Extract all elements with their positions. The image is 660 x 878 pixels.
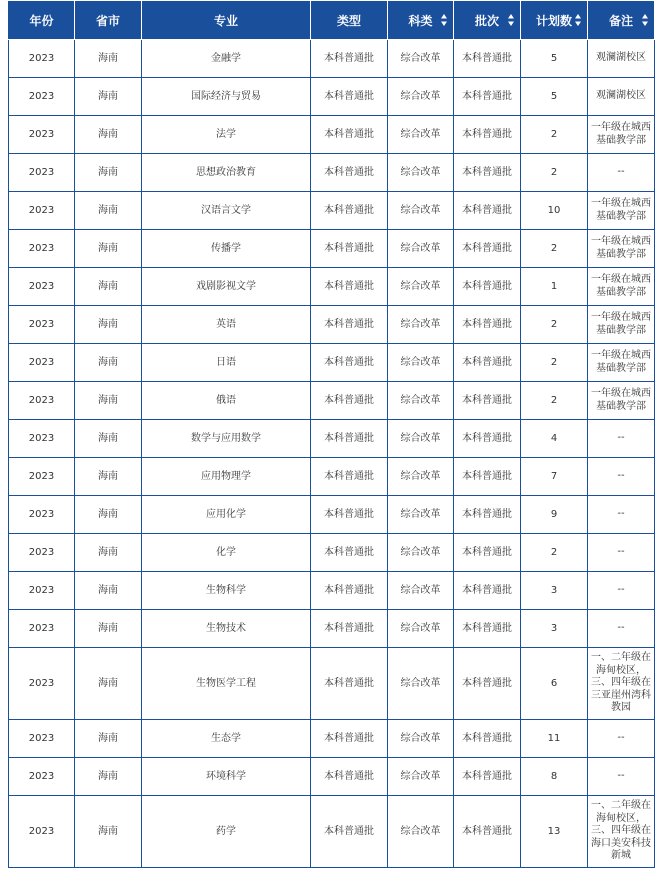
column-header-label: 类型 — [336, 13, 361, 28]
remarks-cell: 观澜湖校区 — [588, 40, 655, 78]
subject-cell: 综合改革 — [388, 78, 454, 116]
plan-count-cell: 5 — [521, 78, 588, 116]
batch-cell: 本科普通批 — [454, 78, 521, 116]
year-cell: 2023 — [9, 420, 75, 458]
remarks-cell: 观澜湖校区 — [588, 78, 655, 116]
table-row — [9, 382, 655, 420]
type-cell: 本科普通批 — [311, 648, 388, 720]
major-cell: 俄语 — [142, 382, 311, 420]
major-cell: 思想政治教育 — [142, 154, 311, 192]
major-cell: 生物技术 — [142, 610, 311, 648]
province-cell: 海南 — [75, 306, 142, 344]
type-cell: 本科普通批 — [311, 796, 388, 868]
major-cell: 数学与应用数学 — [142, 420, 311, 458]
subject-cell: 综合改革 — [388, 344, 454, 382]
type-cell: 本科普通批 — [311, 154, 388, 192]
plan-count-cell: 10 — [521, 192, 588, 230]
type-cell: 本科普通批 — [311, 496, 388, 534]
major-cell: 生物科学 — [142, 572, 311, 610]
column-header-label: 科类 — [408, 13, 433, 28]
remarks-cell: -- — [588, 496, 655, 534]
batch-cell: 本科普通批 — [454, 758, 521, 796]
plan-count-cell: 3 — [521, 610, 588, 648]
sort-icon[interactable] — [575, 14, 581, 26]
type-cell: 本科普通批 — [311, 572, 388, 610]
batch-cell: 本科普通批 — [454, 344, 521, 382]
sort-icon[interactable] — [441, 14, 447, 26]
province-cell: 海南 — [75, 344, 142, 382]
province-cell: 海南 — [75, 420, 142, 458]
province-cell: 海南 — [75, 192, 142, 230]
table-row — [9, 534, 655, 572]
plan-count-cell: 3 — [521, 572, 588, 610]
subject-cell: 综合改革 — [388, 610, 454, 648]
major-cell: 生态学 — [142, 720, 311, 758]
province-cell: 海南 — [75, 610, 142, 648]
remarks-cell: 一、二年级在海甸校区，三、四年级在海口美安科技新城 — [588, 796, 655, 868]
province-cell: 海南 — [75, 116, 142, 154]
type-cell: 本科普通批 — [311, 230, 388, 268]
province-cell: 海南 — [75, 154, 142, 192]
major-cell: 日语 — [142, 344, 311, 382]
year-cell: 2023 — [9, 78, 75, 116]
remarks-cell: 一年级在城西基础教学部 — [588, 306, 655, 344]
plan-count-cell: 7 — [521, 458, 588, 496]
table-row — [9, 192, 655, 230]
remarks-cell: -- — [588, 758, 655, 796]
table-row — [9, 572, 655, 610]
column-header-province — [75, 1, 142, 40]
major-cell: 传播学 — [142, 230, 311, 268]
subject-cell: 综合改革 — [388, 572, 454, 610]
major-cell: 法学 — [142, 116, 311, 154]
plan-count-cell: 11 — [521, 720, 588, 758]
year-cell: 2023 — [9, 796, 75, 868]
table-row — [9, 230, 655, 268]
major-cell: 应用化学 — [142, 496, 311, 534]
plan-count-cell: 2 — [521, 344, 588, 382]
year-cell: 2023 — [9, 610, 75, 648]
table-row — [9, 344, 655, 382]
major-cell: 应用物理学 — [142, 458, 311, 496]
batch-cell: 本科普通批 — [454, 610, 521, 648]
column-header-subject[interactable] — [388, 1, 454, 40]
year-cell: 2023 — [9, 192, 75, 230]
province-cell: 海南 — [75, 758, 142, 796]
year-cell: 2023 — [9, 344, 75, 382]
batch-cell: 本科普通批 — [454, 306, 521, 344]
batch-cell: 本科普通批 — [454, 496, 521, 534]
plan-count-cell: 5 — [521, 40, 588, 78]
batch-cell: 本科普通批 — [454, 720, 521, 758]
subject-cell: 综合改革 — [388, 230, 454, 268]
year-cell: 2023 — [9, 720, 75, 758]
type-cell: 本科普通批 — [311, 420, 388, 458]
table-row — [9, 496, 655, 534]
type-cell: 本科普通批 — [311, 78, 388, 116]
subject-cell: 综合改革 — [388, 306, 454, 344]
province-cell: 海南 — [75, 572, 142, 610]
type-cell: 本科普通批 — [311, 458, 388, 496]
type-cell: 本科普通批 — [311, 192, 388, 230]
batch-cell: 本科普通批 — [454, 230, 521, 268]
table-row — [9, 78, 655, 116]
major-cell: 生物医学工程 — [142, 648, 311, 720]
column-header-batch[interactable] — [454, 1, 521, 40]
remarks-cell: 一年级在城西基础教学部 — [588, 116, 655, 154]
year-cell: 2023 — [9, 496, 75, 534]
column-header-plan-count[interactable] — [521, 1, 588, 40]
year-cell: 2023 — [9, 306, 75, 344]
major-cell: 环境科学 — [142, 758, 311, 796]
batch-cell: 本科普通批 — [454, 796, 521, 868]
table-row — [9, 154, 655, 192]
remarks-cell: 一年级在城西基础教学部 — [588, 382, 655, 420]
admission-plan-table — [8, 0, 655, 868]
remarks-cell: 一年级在城西基础教学部 — [588, 230, 655, 268]
type-cell: 本科普通批 — [311, 306, 388, 344]
type-cell: 本科普通批 — [311, 382, 388, 420]
column-header-major — [142, 1, 311, 40]
year-cell: 2023 — [9, 116, 75, 154]
table-body — [9, 40, 655, 868]
plan-count-cell: 2 — [521, 154, 588, 192]
province-cell: 海南 — [75, 78, 142, 116]
sort-icon[interactable] — [642, 14, 648, 26]
remarks-cell: -- — [588, 154, 655, 192]
type-cell: 本科普通批 — [311, 40, 388, 78]
subject-cell: 综合改革 — [388, 116, 454, 154]
plan-count-cell: 8 — [521, 758, 588, 796]
year-cell: 2023 — [9, 572, 75, 610]
batch-cell: 本科普通批 — [454, 154, 521, 192]
province-cell: 海南 — [75, 268, 142, 306]
subject-cell: 综合改革 — [388, 382, 454, 420]
remarks-cell: -- — [588, 720, 655, 758]
subject-cell: 综合改革 — [388, 40, 454, 78]
major-cell: 药学 — [142, 796, 311, 868]
plan-count-cell: 2 — [521, 230, 588, 268]
year-cell: 2023 — [9, 648, 75, 720]
batch-cell: 本科普通批 — [454, 40, 521, 78]
table-row — [9, 268, 655, 306]
major-cell: 英语 — [142, 306, 311, 344]
year-cell: 2023 — [9, 268, 75, 306]
column-header-label: 批次 — [474, 13, 499, 28]
column-header-remarks[interactable] — [588, 1, 655, 40]
province-cell: 海南 — [75, 382, 142, 420]
province-cell: 海南 — [75, 648, 142, 720]
batch-cell: 本科普通批 — [454, 534, 521, 572]
column-header-label: 省市 — [95, 13, 120, 28]
plan-count-cell: 4 — [521, 420, 588, 458]
table-row — [9, 610, 655, 648]
batch-cell: 本科普通批 — [454, 572, 521, 610]
table-row — [9, 758, 655, 796]
subject-cell: 综合改革 — [388, 268, 454, 306]
subject-cell: 综合改革 — [388, 758, 454, 796]
remarks-cell: 一、二年级在海甸校区，三、四年级在三亚崖州湾科教园 — [588, 648, 655, 720]
subject-cell: 综合改革 — [388, 420, 454, 458]
remarks-cell: 一年级在城西基础教学部 — [588, 192, 655, 230]
remarks-cell: -- — [588, 534, 655, 572]
province-cell: 海南 — [75, 230, 142, 268]
column-header-type — [311, 1, 388, 40]
remarks-cell: -- — [588, 420, 655, 458]
table-row — [9, 648, 655, 720]
batch-cell: 本科普通批 — [454, 458, 521, 496]
subject-cell: 综合改革 — [388, 192, 454, 230]
remarks-cell: -- — [588, 610, 655, 648]
subject-cell: 综合改革 — [388, 648, 454, 720]
plan-count-cell: 2 — [521, 116, 588, 154]
year-cell: 2023 — [9, 758, 75, 796]
type-cell: 本科普通批 — [311, 720, 388, 758]
subject-cell: 综合改革 — [388, 796, 454, 868]
table-row — [9, 420, 655, 458]
type-cell: 本科普通批 — [311, 534, 388, 572]
type-cell: 本科普通批 — [311, 268, 388, 306]
table-row — [9, 458, 655, 496]
plan-count-cell: 2 — [521, 306, 588, 344]
table-row — [9, 720, 655, 758]
table-row — [9, 116, 655, 154]
year-cell: 2023 — [9, 534, 75, 572]
table-row — [9, 796, 655, 868]
major-cell: 戏剧影视文学 — [142, 268, 311, 306]
header-row — [9, 1, 655, 40]
plan-count-cell: 1 — [521, 268, 588, 306]
table-header — [9, 1, 655, 40]
year-cell: 2023 — [9, 382, 75, 420]
plan-count-cell: 13 — [521, 796, 588, 868]
batch-cell: 本科普通批 — [454, 420, 521, 458]
column-header-label: 计划数 — [535, 13, 572, 28]
type-cell: 本科普通批 — [311, 758, 388, 796]
table-row — [9, 306, 655, 344]
column-header-year — [9, 1, 75, 40]
plan-count-cell: 2 — [521, 534, 588, 572]
remarks-cell: 一年级在城西基础教学部 — [588, 268, 655, 306]
province-cell: 海南 — [75, 534, 142, 572]
type-cell: 本科普通批 — [311, 610, 388, 648]
province-cell: 海南 — [75, 720, 142, 758]
remarks-cell: -- — [588, 458, 655, 496]
province-cell: 海南 — [75, 40, 142, 78]
major-cell: 化学 — [142, 534, 311, 572]
column-header-label: 备注 — [608, 13, 633, 28]
plan-count-cell: 2 — [521, 382, 588, 420]
subject-cell: 综合改革 — [388, 458, 454, 496]
sort-icon[interactable] — [508, 14, 514, 26]
table-row — [9, 40, 655, 78]
major-cell: 汉语言文学 — [142, 192, 311, 230]
type-cell: 本科普通批 — [311, 116, 388, 154]
major-cell: 国际经济与贸易 — [142, 78, 311, 116]
year-cell: 2023 — [9, 458, 75, 496]
subject-cell: 综合改革 — [388, 720, 454, 758]
year-cell: 2023 — [9, 154, 75, 192]
plan-count-cell: 9 — [521, 496, 588, 534]
batch-cell: 本科普通批 — [454, 116, 521, 154]
remarks-cell: 一年级在城西基础教学部 — [588, 344, 655, 382]
column-header-label: 年份 — [29, 13, 54, 28]
year-cell: 2023 — [9, 40, 75, 78]
batch-cell: 本科普通批 — [454, 192, 521, 230]
subject-cell: 综合改革 — [388, 496, 454, 534]
batch-cell: 本科普通批 — [454, 382, 521, 420]
type-cell: 本科普通批 — [311, 344, 388, 382]
subject-cell: 综合改革 — [388, 534, 454, 572]
province-cell: 海南 — [75, 496, 142, 534]
remarks-cell: -- — [588, 572, 655, 610]
subject-cell: 综合改革 — [388, 154, 454, 192]
plan-count-cell: 6 — [521, 648, 588, 720]
year-cell: 2023 — [9, 230, 75, 268]
column-header-label: 专业 — [213, 13, 238, 28]
batch-cell: 本科普通批 — [454, 268, 521, 306]
province-cell: 海南 — [75, 796, 142, 868]
major-cell: 金融学 — [142, 40, 311, 78]
batch-cell: 本科普通批 — [454, 648, 521, 720]
province-cell: 海南 — [75, 458, 142, 496]
